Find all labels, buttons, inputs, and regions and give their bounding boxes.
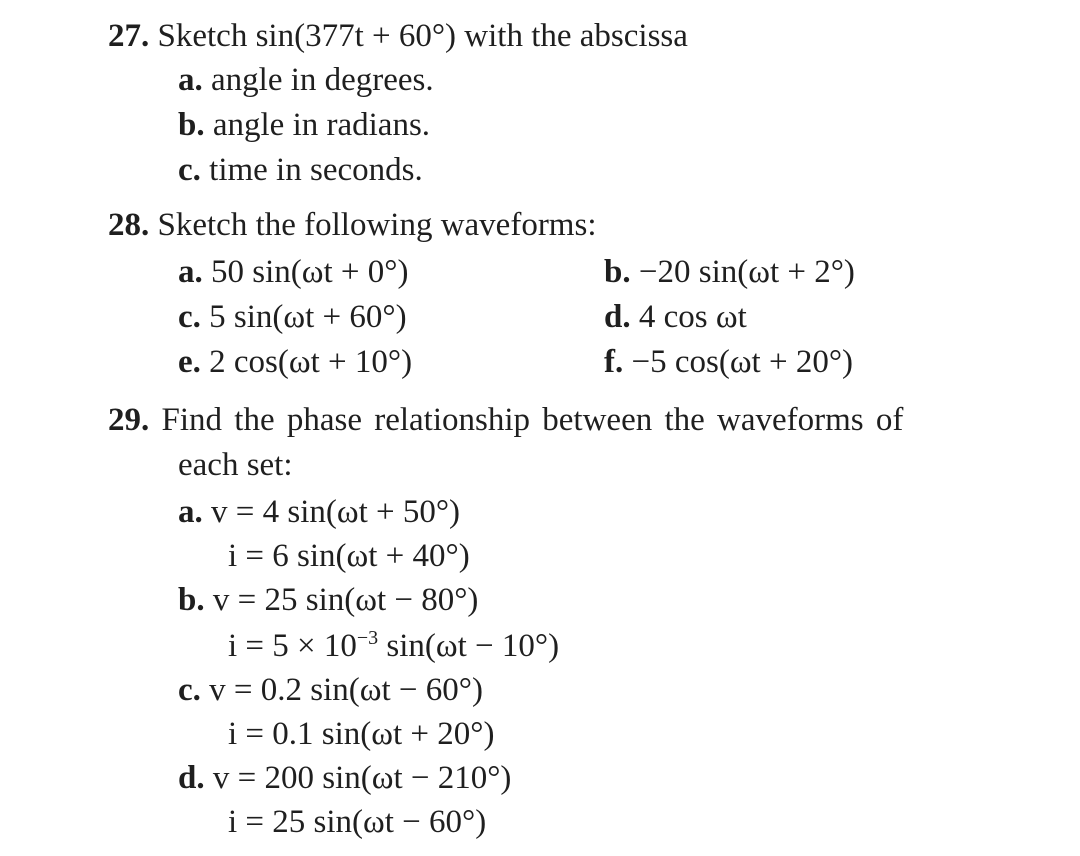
part-text: −20 sin(ωt + 2°) [638,254,855,290]
problem-29-part-c-v [178,670,483,710]
current-expression-rest: sin(ωt − 10°) [378,628,560,664]
current-expression: i = 6 sin(ωt + 40°) [228,538,470,574]
part-text: 4 cos ωt [638,299,747,335]
current-exponent: −3 [356,627,379,649]
part-label: c. [178,152,201,188]
problem-29-part-a-i [228,536,470,576]
problem-28-part-f [604,342,853,382]
voltage-expression: v = 0.2 sin(ωt − 60°) [209,672,483,708]
problem-27-part-b [178,105,430,145]
problem-29-part-d-v [178,758,511,798]
problem-text: Sketch the following waveforms: [157,207,597,243]
part-label: b. [178,107,205,143]
part-text: time in seconds. [209,152,423,188]
part-label: f. [604,344,624,380]
part-text: 5 sin(ωt + 60°) [209,299,407,335]
part-label: d. [178,760,205,796]
part-label: e. [178,344,201,380]
part-label: a. [178,254,203,290]
problem-28-part-c [178,297,407,337]
part-label: c. [178,672,201,708]
part-label: b. [604,254,631,290]
problem-29-part-c-i [228,714,494,754]
problem-29-stem-cont [178,445,293,485]
problem-28-part-b [604,252,855,292]
part-label: a. [178,494,203,530]
problem-29-part-d-i [228,802,486,842]
part-text: 2 cos(ωt + 10°) [209,344,413,380]
voltage-expression: v = 200 sin(ωt − 210°) [212,760,512,796]
part-text: −5 cos(ωt + 20°) [631,344,854,380]
problem-number: 29. [108,402,150,438]
current-expression-base: i = 5 × 10 [228,628,357,664]
problem-27-stem [108,16,688,56]
problem-28-part-a [178,252,408,292]
problem-27-part-c [178,150,423,190]
current-expression: i = 25 sin(ωt − 60°) [228,804,487,840]
problem-number: 27. [108,18,150,54]
problem-27-part-a [178,60,434,100]
problem-29-stem [108,400,903,440]
part-text: angle in radians. [212,107,431,143]
problem-text: Find the phase relationship between the waveforms of [161,402,904,438]
voltage-expression: v = 4 sin(ωt + 50°) [211,494,461,530]
current-expression: i = 0.1 sin(ωt + 20°) [228,716,495,752]
problem-28-stem [108,205,597,245]
part-text: 50 sin(ωt + 0°) [211,254,409,290]
part-label: b. [178,582,205,618]
problem-28-part-e [178,342,412,382]
problem-number: 28. [108,207,150,243]
problem-29-part-b-v [178,580,478,620]
part-label: d. [604,299,631,335]
part-text: angle in degrees. [211,62,434,98]
problem-29-part-a-v [178,492,460,532]
part-label: a. [178,62,203,98]
problem-text: Sketch sin(377t + 60°) with the abscissa [157,18,688,54]
voltage-expression: v = 25 sin(ωt − 80°) [212,582,479,618]
part-label: c. [178,299,201,335]
problem-text: each set: [178,447,293,483]
problem-29-part-b-i [228,626,559,666]
problem-28-part-d [604,297,747,337]
